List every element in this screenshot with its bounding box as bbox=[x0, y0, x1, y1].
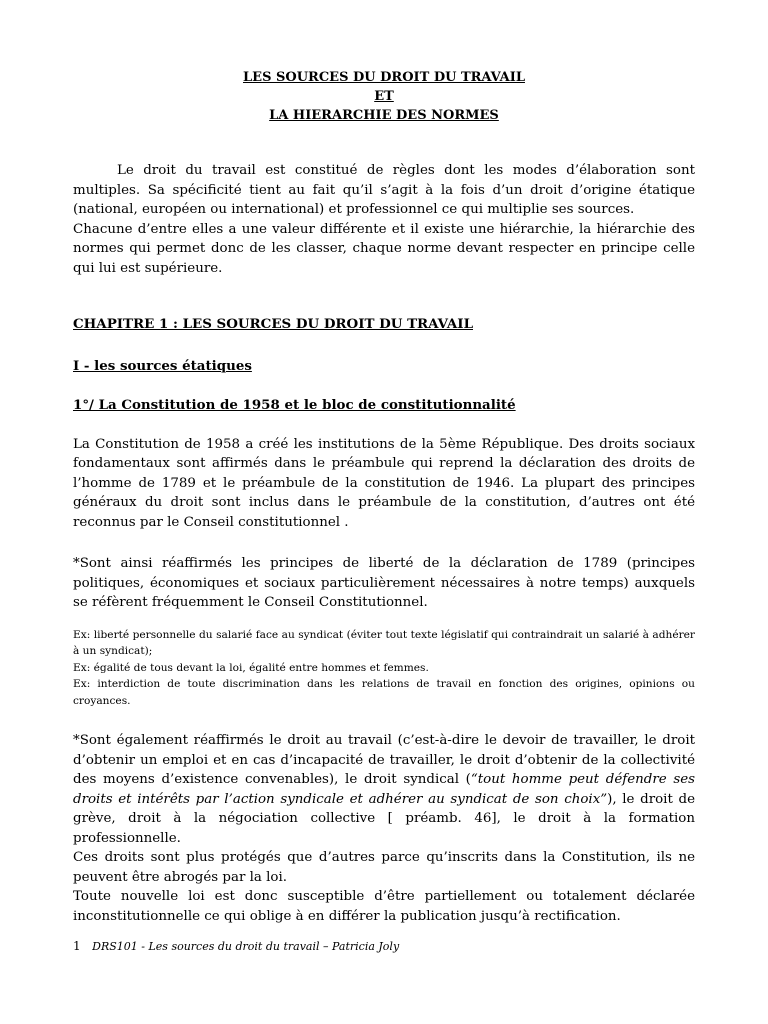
body-paragraph-2: *Sont ainsi réaffirmés les principes de liberté de la déclaration de 1789 (principes politiques, économiques et sociaux particulièrement nécessaires à notre temps) auxquels se réfèrent fréquemment le Conseil Constitutionnel. bbox=[73, 556, 695, 610]
page-number: 1 bbox=[73, 939, 81, 953]
body-paragraph-3 bbox=[73, 731, 695, 848]
syndical-quote: “tout homme peut défendre ses droits et intérêts par l’action syndicale et adhérer au syndicat de son choix” bbox=[73, 772, 695, 807]
body-paragraph-4: Ces droits sont plus protégés que d’autres parce qu’inscrits dans la Constitution, ils ne peuvent être abrogés par la loi. bbox=[73, 850, 695, 885]
footer-text: DRS101 - Les sources du droit du travail – Patricia Joly bbox=[92, 940, 400, 953]
subsection-heading: 1°/ La Constitution de 1958 et le bloc de constitutionnalité bbox=[73, 397, 516, 413]
example-item: Ex: interdiction de toute discrimination dans les relations de travail en fonction des origines, opinions ou croyances. bbox=[73, 678, 695, 707]
body-paragraph-3-start: *Sont également réaffirmés le droit au travail (c’est-à-dire le devoir de travailler, le droit d’obtenir un emploi et en cas d’incapacité de travailler, le droit d’obtenir de la collectivité des moyens d’existence convenables), le droit syndical ( bbox=[73, 733, 695, 787]
section-heading: I - les sources étatiques bbox=[73, 357, 252, 374]
title-line-1: LES SOURCES DU DROIT DU TRAVAIL bbox=[243, 70, 525, 85]
title-line-2: ET bbox=[374, 89, 394, 104]
intro-paragraph-2: Chacune d’entre elles a une valeur différente et il existe une hiérarchie, la hiérarchie des normes qui permet donc de les classer, chaque norme devant respecter en principe celle qui lui est supérieure. bbox=[73, 221, 695, 276]
page-footer bbox=[73, 938, 399, 955]
body-paragraph-3-end: ), le droit de grève, droit à la négociation collective [ préamb. 46], le droit à la formation professionnelle. bbox=[73, 791, 696, 846]
example-item: Ex: liberté personnelle du salarié face au syndicat (éviter tout texte législatif qui contraindrait un salarié à adhérer à un syndicat); bbox=[73, 628, 695, 657]
body-paragraph-1: La Constitution de 1958 a créé les institutions de la 5ème République. Des droits sociaux fondamentaux sont affirmés dans le préambule qui reprend la déclaration des droits de l’homme de 1789 et le préambule de la constitution de 1946. La plupart des principes généraux du droit sont inclus dans le préambule de la constitution, d’autres ont été reconnus par le Conseil constitutionnel . bbox=[73, 436, 695, 530]
chapter-heading: CHAPITRE 1 : LES SOURCES DU DROIT DU TRAVAIL bbox=[73, 316, 473, 332]
intro-paragraph-1: Le droit du travail est constitué de règles dont les modes d’élaboration sont multiples. Sa spécificité tient au fait qu’il s’agit à la fois d’un droit d’origine étatique (national, européen ou international) et professionnel ce qui multiplie ses sources. bbox=[73, 163, 695, 217]
examples-block bbox=[73, 627, 695, 710]
document-title bbox=[73, 68, 695, 125]
body-paragraph-5: Toute nouvelle loi est donc susceptible d’être partiellement ou totalement déclarée inconstitutionnelle ce qui oblige à en différer la publication jusqu’à rectification. bbox=[73, 889, 695, 924]
example-item: Ex: égalité de tous devant la loi, égalité entre hommes et femmes. bbox=[73, 661, 429, 674]
title-line-3: LA HIERARCHIE DES NORMES bbox=[269, 108, 499, 123]
